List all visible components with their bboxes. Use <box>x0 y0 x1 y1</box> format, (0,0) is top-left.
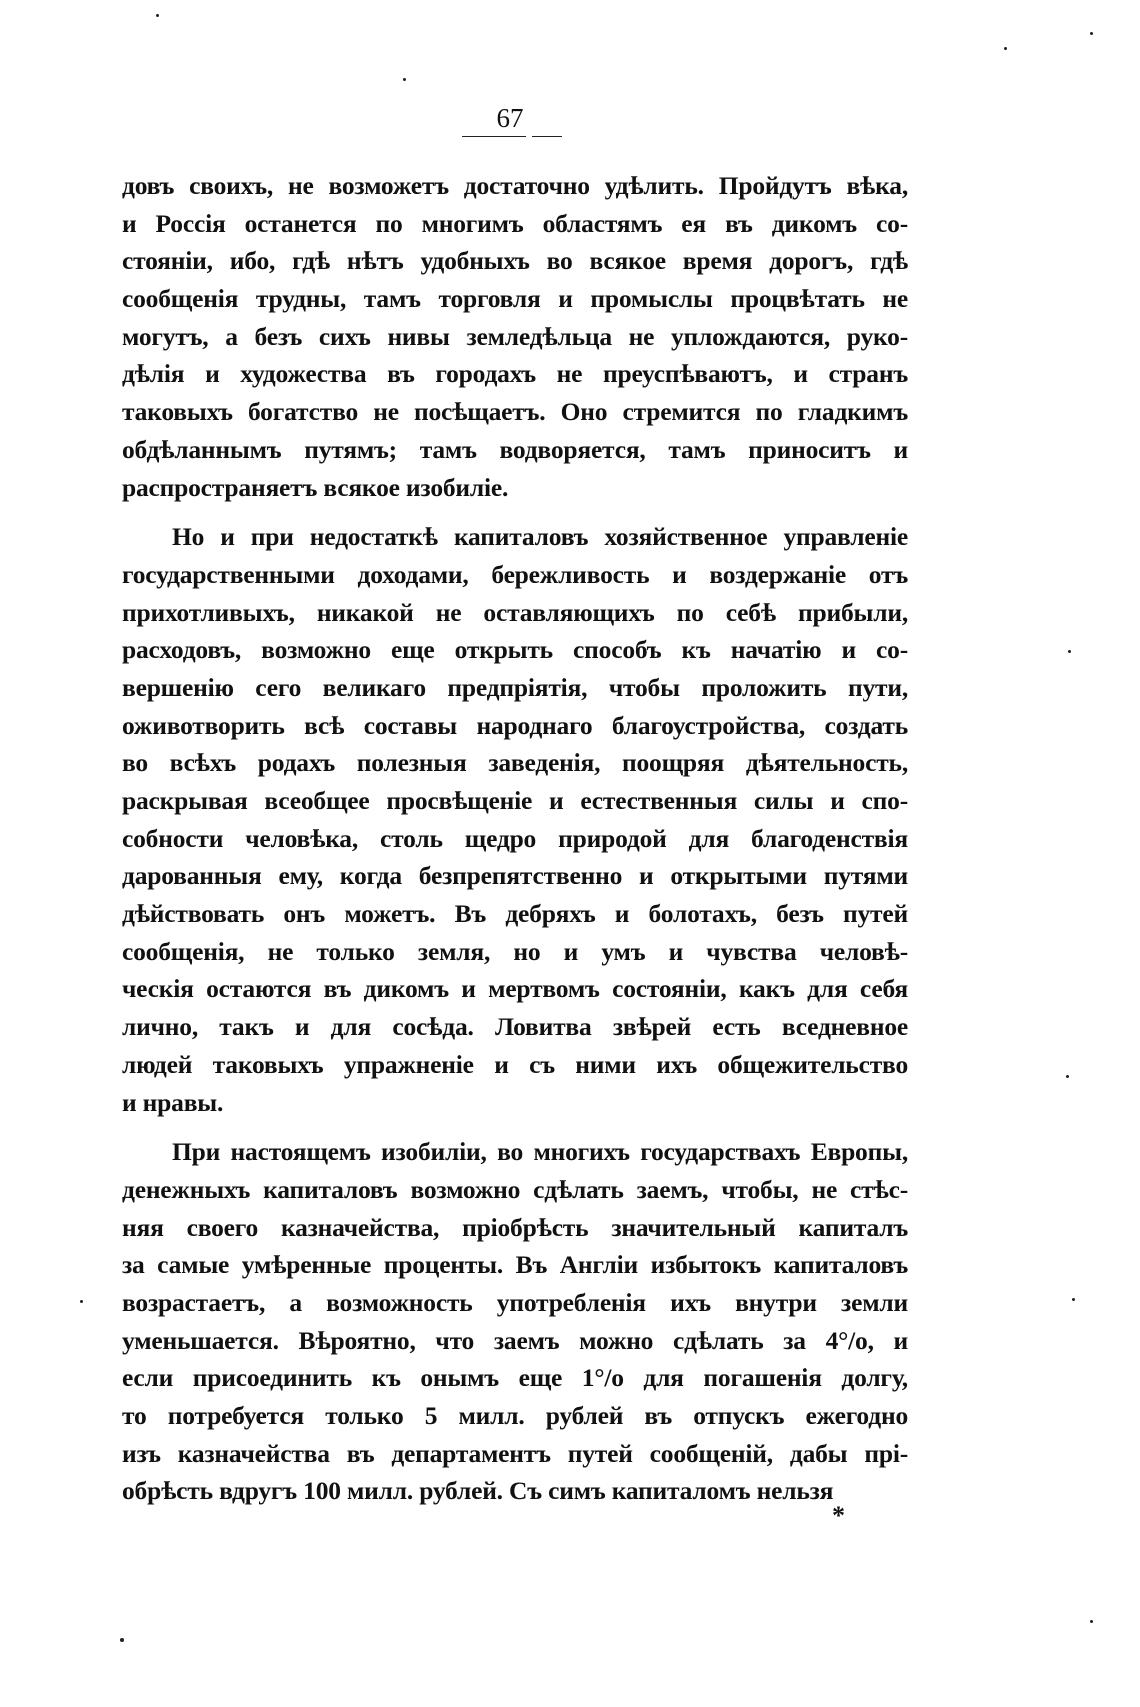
scan-speck <box>1090 1620 1093 1623</box>
scan-speck <box>1066 1075 1069 1078</box>
asterisk-mark: * <box>832 1501 845 1530</box>
text-line: стояніи, ибо, гдѣ нѣтъ удобныхъ во всякое время дорогъ, гдѣ <box>122 246 908 276</box>
text-line: собности человѣка, столь щедро природой для благоденствія <box>122 823 908 853</box>
text-line: если присоединить къ онымъ еще 1°/о для погашенія долгу, <box>122 1363 908 1393</box>
scan-speck <box>1072 1298 1075 1301</box>
paragraph <box>122 167 908 506</box>
scan-speck <box>1068 650 1071 653</box>
text-line: раскрывая всеобщее просвѣщеніе и естественныя силы и спо- <box>122 786 908 815</box>
text-line: оживотворить всѣ составы народнаго благоустройства, создать <box>122 710 908 740</box>
text-line: дѣлія и художества въ городахъ не преуспѣваютъ, и странъ <box>122 359 908 389</box>
text-line: и нравы. <box>122 1087 224 1117</box>
text-line: обрѣсть вдругъ 100 милл. рублей. Съ симъ капиталомъ нельзя <box>122 1476 834 1506</box>
text-line: распространяетъ всякое изобиліе. <box>122 472 509 502</box>
body-text <box>122 167 908 1522</box>
text-line: няя своего казначейства, пріобрѣсть значительный капиталъ <box>122 1212 908 1242</box>
text-line: обдѣланнымъ путямъ; тамъ водворяется, тамъ приноситъ и <box>122 434 908 464</box>
text-line: людей таковыхъ упражненіе и съ ними ихъ общежительство <box>122 1049 908 1079</box>
scan-speck <box>1004 47 1007 50</box>
text-line: дарованныя ему, когда безпрепятственно и открытыми путями <box>122 861 908 891</box>
text-line: расходовъ, возможно еще открыть способъ къ начатію и со- <box>122 635 908 665</box>
text-line: таковыхъ богатство не посѣщаетъ. Оно стремится по гладкимъ <box>122 397 908 427</box>
text-line: то потребуется только 5 милл. рублей въ отпускъ ежегодно <box>122 1401 908 1430</box>
header-rule-right <box>532 136 562 137</box>
scan-speck <box>80 1300 83 1303</box>
text-line: При настоящемъ изобиліи, во многихъ государствахъ Европы, <box>172 1137 908 1167</box>
text-line: прихотливыхъ, никакой не оставляющихъ по себѣ прибыли, <box>122 597 908 627</box>
text-line: Но и при недостаткѣ капиталовъ хозяйственное управленіе <box>172 522 908 552</box>
text-line: сообщенія трудны, тамъ торговля и промыслы процвѣтать не <box>122 284 908 314</box>
header-rule-left <box>462 136 526 137</box>
text-line: возрастаетъ, а возможность употребленія ихъ внутри земли <box>122 1287 908 1317</box>
text-line: уменьшается. Вѣроятно, что заемъ можно сдѣлать за 4°/о, и <box>122 1325 908 1355</box>
text-line: довъ своихъ, не возможетъ достаточно удѣлить. Пройдутъ вѣка, <box>122 171 908 200</box>
scan-speck <box>403 78 406 81</box>
text-line: лично, такъ и для сосѣда. Ловитва звѣрей есть вседневное <box>122 1012 908 1042</box>
scan-speck <box>156 14 159 17</box>
text-line: могутъ, а безъ сихъ нивы земледѣльца не уплождаются, руко- <box>122 321 908 351</box>
paragraph <box>122 1133 908 1510</box>
text-line: ческія остаются въ дикомъ и мертвомъ состояніи, какъ для себя <box>122 974 908 1004</box>
text-line: за самые умѣренные проценты. Въ Англіи избытокъ капиталовъ <box>122 1250 908 1280</box>
paragraph <box>122 518 908 1121</box>
text-line: сообщенія, не только земля, но и умъ и чувства человѣ- <box>122 936 908 966</box>
text-line: во всѣхъ родахъ полезныя заведенія, поощряя дѣятельность, <box>122 748 908 778</box>
text-line: вершенію сего великаго предпріятія, чтобы проложить пути, <box>122 672 908 702</box>
text-line: дѣйствовать онъ можетъ. Въ дебряхъ и болотахъ, безъ путей <box>122 899 908 929</box>
text-line: денежныхъ капиталовъ возможно сдѣлать заемъ, чтобы, не стѣс- <box>122 1174 908 1204</box>
scan-speck <box>1090 32 1093 35</box>
scan-speck <box>120 1638 124 1642</box>
text-line: и Россія останется по многимъ областямъ ея въ дикомъ со- <box>122 208 908 238</box>
text-line: государственными доходами, бережливость и воздержаніе отъ <box>122 559 908 589</box>
page-number: 67 <box>496 103 524 133</box>
text-line: изъ казначейства въ департаментъ путей сообщеній, дабы прі- <box>122 1438 908 1468</box>
